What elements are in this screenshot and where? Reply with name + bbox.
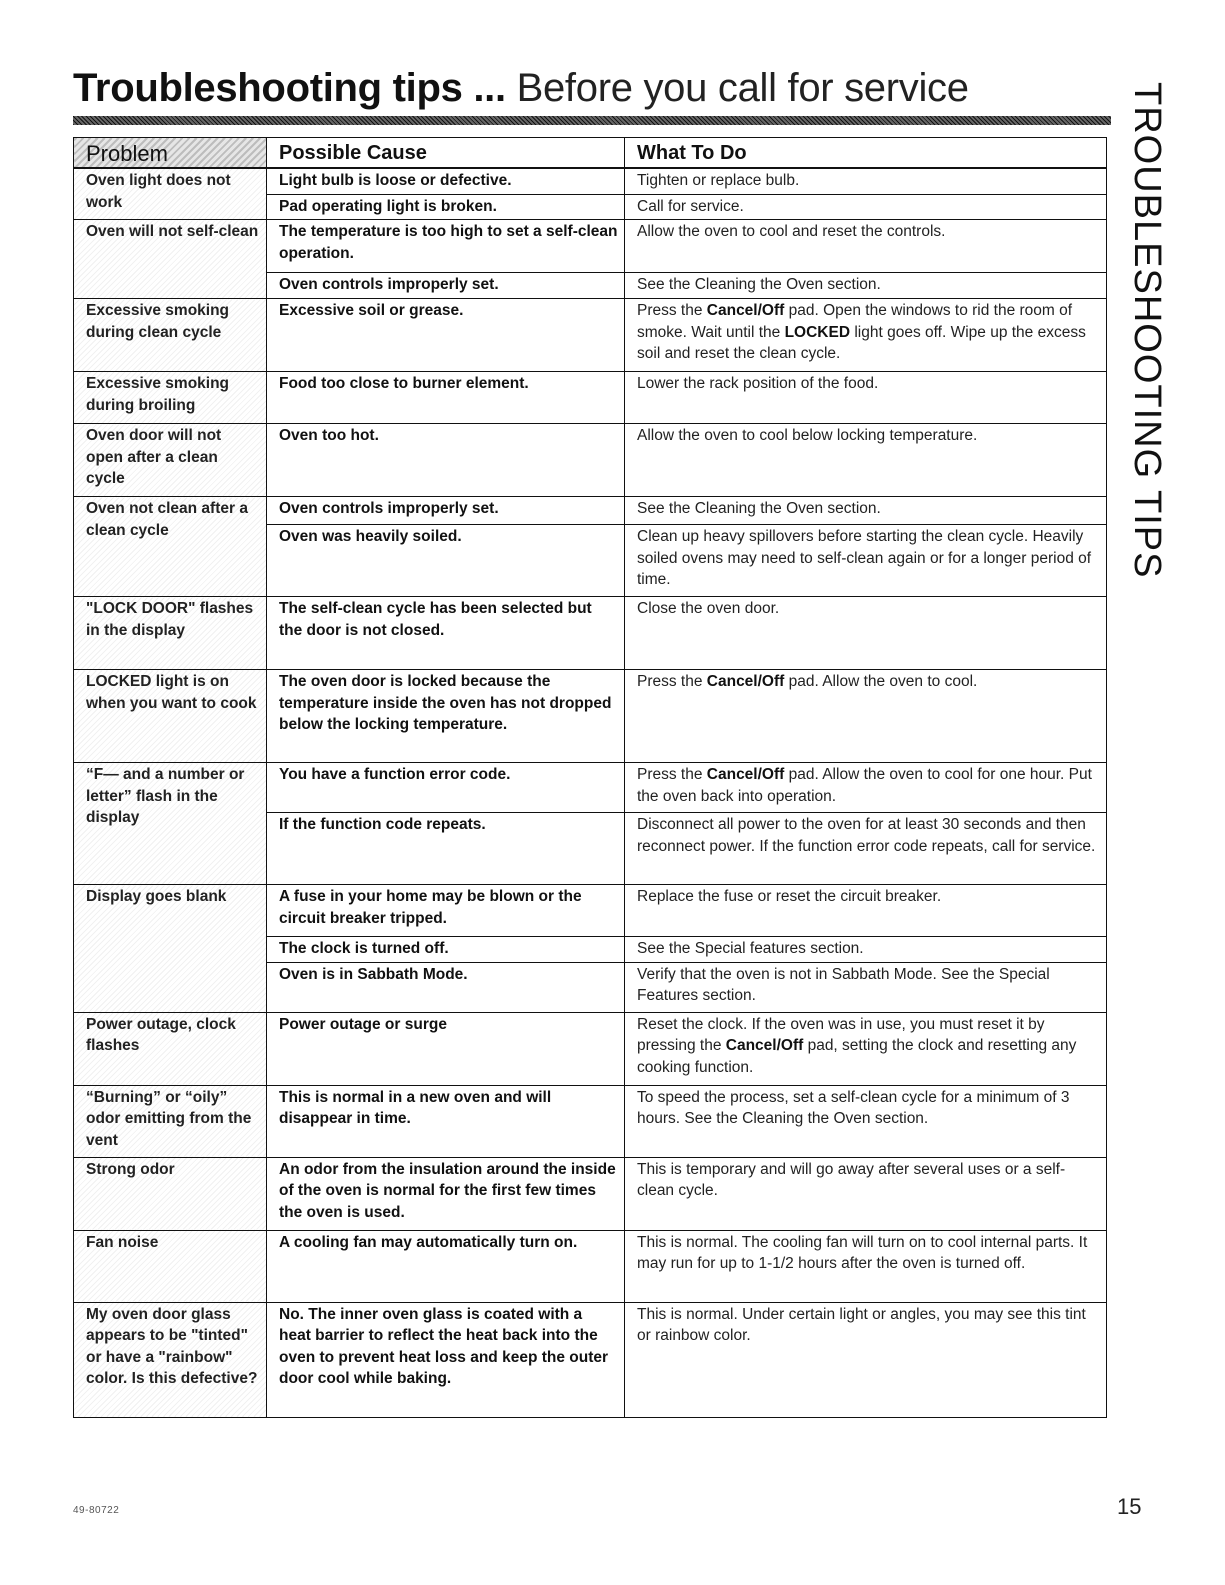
- table-row: [74, 497, 1107, 525]
- cause-cell: An odor from the insulation around the inside of the oven is normal for the first few times the oven is used.: [267, 1157, 625, 1230]
- cause-cell: The oven door is locked because the temperature inside the oven has not dropped below the locking temperature.: [267, 670, 625, 763]
- cause-cell: Oven controls improperly set.: [267, 497, 625, 525]
- cause-cell: If the function code repeats.: [267, 813, 625, 885]
- todo-cell: Allow the oven to cool and reset the controls.: [625, 220, 1107, 273]
- table-row: [74, 168, 1107, 194]
- todo-cell: To speed the process, set a self-clean cycle for a minimum of 3 hours. See the Cleaning the Oven section.: [625, 1085, 1107, 1157]
- cause-cell: You have a function error code.: [267, 763, 625, 813]
- todo-cell: Press the Cancel/Off pad. Allow the oven to cool.: [625, 670, 1107, 763]
- problem-cell: Fan noise: [74, 1230, 267, 1302]
- cause-cell: Oven too hot.: [267, 424, 625, 497]
- cancel-off-key-label: Cancel/Off: [706, 302, 785, 319]
- todo-cell: Disconnect all power to the oven for at least 30 seconds and then reconnect power. If the function error code repeats, call for service.: [625, 813, 1107, 885]
- cause-cell: No. The inner oven glass is coated with a heat barrier to reflect the heat back into the oven to prevent heat loss and keep the outer door cool while baking.: [267, 1302, 625, 1417]
- todo-cell: Tighten or replace bulb.: [625, 168, 1107, 194]
- todo-cell: This is normal. The cooling fan will turn on to cool internal parts. It may run for up to 1-1/2 hours after the oven is turned off.: [625, 1230, 1107, 1302]
- table-row: [74, 1157, 1107, 1230]
- table-header-row: [74, 138, 1107, 169]
- cause-cell: Oven was heavily soiled.: [267, 525, 625, 597]
- cause-cell: Pad operating light is broken.: [267, 194, 625, 220]
- problem-cell: My oven door glass appears to be "tinted" or have a "rainbow" color. Is this defective?: [74, 1302, 267, 1417]
- troubleshooting-table: [73, 137, 1107, 1418]
- cause-cell: Excessive soil or grease.: [267, 299, 625, 372]
- problem-cell: Oven not clean after a clean cycle: [74, 497, 267, 597]
- cause-cell: Power outage or surge: [267, 1012, 625, 1085]
- cause-cell: Food too close to burner element.: [267, 372, 625, 424]
- cause-cell: Oven is in Sabbath Mode.: [267, 962, 625, 1012]
- problem-cell: LOCKED light is on when you want to cook: [74, 670, 267, 763]
- document-code: 49-80722: [73, 1505, 120, 1516]
- table-row: [74, 1302, 1107, 1417]
- title-divider: [73, 116, 1111, 125]
- table-row: [74, 1012, 1107, 1085]
- todo-cell: Call for service.: [625, 194, 1107, 220]
- locked-key-label: LOCKED: [784, 323, 851, 341]
- page-title: [73, 62, 969, 114]
- todo-cell: Replace the fuse or reset the circuit breaker.: [625, 885, 1107, 937]
- problem-cell: Power outage, clock flashes: [74, 1012, 267, 1085]
- cause-cell: Oven controls improperly set.: [267, 273, 625, 299]
- page-number: 15: [1117, 1494, 1142, 1519]
- column-header-cause: Possible Cause: [267, 138, 625, 169]
- todo-cell: See the Cleaning the Oven section.: [625, 497, 1107, 525]
- table-row: [74, 670, 1107, 763]
- cancel-off-key-label: Cancel/Off: [725, 1037, 804, 1054]
- cause-cell: A cooling fan may automatically turn on.: [267, 1230, 625, 1302]
- problem-cell: “F— and a number or letter” flash in the display: [74, 763, 267, 885]
- todo-cell: This is normal. Under certain light or angles, you may see this tint or rainbow color.: [625, 1302, 1107, 1417]
- table-row: [74, 299, 1107, 372]
- cause-cell: The clock is turned off.: [267, 937, 625, 963]
- page-title-light: Before you call for service: [516, 66, 969, 110]
- problem-cell: Oven light does not work: [74, 168, 267, 220]
- problem-cell: “Burning” or “oily” odor emitting from the vent: [74, 1085, 267, 1157]
- todo-cell: See the Special features section.: [625, 937, 1107, 963]
- table-row: [74, 1230, 1107, 1302]
- cancel-off-key-label: Cancel/Off: [706, 766, 785, 783]
- problem-cell: Excessive smoking during broiling: [74, 372, 267, 424]
- todo-cell: Allow the oven to cool below locking temperature.: [625, 424, 1107, 497]
- table-row: [74, 424, 1107, 497]
- problem-cell: Oven will not self-clean: [74, 220, 267, 299]
- table-row: [74, 1085, 1107, 1157]
- problem-cell: "LOCK DOOR" flashes in the display: [74, 597, 267, 670]
- todo-cell: Close the oven door.: [625, 597, 1107, 670]
- todo-cell: Verify that the oven is not in Sabbath Mode. See the Special Features section.: [625, 962, 1107, 1012]
- cause-cell: A fuse in your home may be blown or the circuit breaker tripped.: [267, 885, 625, 937]
- problem-cell: Oven door will not open after a clean cycle: [74, 424, 267, 497]
- problem-cell: Strong odor: [74, 1157, 267, 1230]
- cause-cell: The self-clean cycle has been selected but the door is not closed.: [267, 597, 625, 670]
- cause-cell: The temperature is too high to set a self-clean operation.: [267, 220, 625, 273]
- column-header-problem: Problem: [74, 138, 267, 169]
- side-section-label: TROUBLESHOOTING TIPS: [1126, 82, 1168, 579]
- todo-cell: Press the Cancel/Off pad. Allow the oven to cool for one hour. Put the oven back into operation.: [625, 763, 1107, 813]
- todo-cell: Lower the rack position of the food.: [625, 372, 1107, 424]
- cause-cell: This is normal in a new oven and will disappear in time.: [267, 1085, 625, 1157]
- side-section-tab: [1123, 82, 1171, 579]
- todo-cell: See the Cleaning the Oven section.: [625, 273, 1107, 299]
- table-row: [74, 372, 1107, 424]
- todo-cell: Press the Cancel/Off pad. Open the windows to rid the room of smoke. Wait until the LOCKED light goes off. Wipe up the excess soil and reset the clean cycle.: [625, 299, 1107, 372]
- cancel-off-key-label: Cancel/Off: [706, 673, 785, 690]
- table-row: [74, 220, 1107, 273]
- todo-cell: Reset the clock. If the oven was in use, you must reset it by pressing the Cancel/Off pad, setting the clock and resetting any cooking function.: [625, 1012, 1107, 1085]
- problem-cell: Excessive smoking during clean cycle: [74, 299, 267, 372]
- problem-cell: Display goes blank: [74, 885, 267, 1013]
- table-row: [74, 885, 1107, 937]
- todo-cell: Clean up heavy spillovers before starting the clean cycle. Heavily soiled ovens may need to self-clean again or for a longer period of time.: [625, 525, 1107, 597]
- table-row: [74, 763, 1107, 813]
- cause-cell: Light bulb is loose or defective.: [267, 168, 625, 194]
- todo-cell: This is temporary and will go away after several uses or a self-clean cycle.: [625, 1157, 1107, 1230]
- column-header-todo: What To Do: [625, 138, 1107, 169]
- table-row: [74, 597, 1107, 670]
- page-title-bold: Troubleshooting tips ...: [73, 66, 506, 110]
